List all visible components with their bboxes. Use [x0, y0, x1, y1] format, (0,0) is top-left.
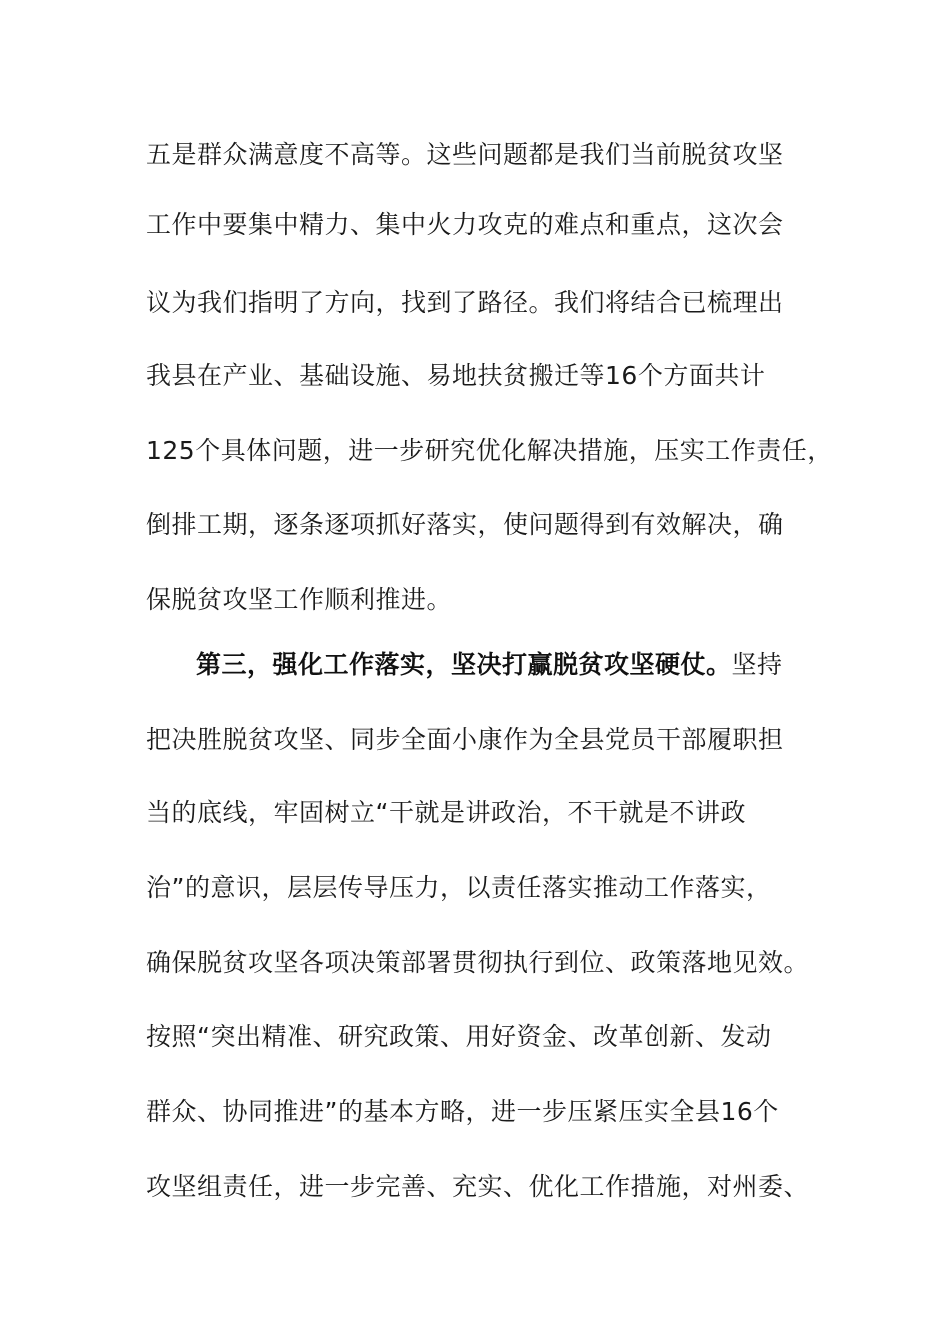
text-line-6: 倒排工期，逐条逐项抓好落实，使问题得到有效解决，确 [146, 510, 784, 539]
section-heading-tail: 坚持 [731, 650, 783, 679]
text-line-2: 工作中要集中精力、集中火力攻克的难点和重点，这次会 [146, 210, 784, 239]
text-line-14: 群众、协同推进”的基本方略，进一步压紧压实全县16个 [146, 1097, 779, 1126]
text-line-15: 攻坚组责任，进一步完善、充实、优化工作措施，对州委、 [146, 1172, 810, 1201]
text-line-7: 保脱贫攻坚工作顺利推进。 [146, 585, 453, 614]
text-line-9: 把决胜脱贫攻坚、同步全面小康作为全县党员干部履职担 [146, 725, 784, 754]
text-line-13: 按照“突出精准、研究政策、用好资金、改革创新、发动 [146, 1022, 772, 1051]
text-line-4: 我县在产业、基础设施、易地扶贫搬迁等16个方面共计 [146, 361, 766, 390]
text-line-11: 治”的意识，层层传导压力，以责任落实推动工作落实， [146, 873, 772, 902]
text-line-1: 五是群众满意度不高等。这些问题都是我们当前脱贫攻坚 [146, 140, 784, 169]
section-heading: 第三，强化工作落实，坚决打赢脱贫攻坚硬仗。 [196, 650, 732, 679]
text-line-10: 当的底线，牢固树立“干就是讲政治，不干就是不讲政 [146, 798, 746, 827]
text-line-5: 125个具体问题，进一步研究优化解决措施，压实工作责任， [146, 436, 833, 465]
section-heading-line [196, 645, 896, 685]
text-line-3: 议为我们指明了方向，找到了路径。我们将结合已梳理出 [146, 288, 784, 317]
text-line-12: 确保脱贫攻坚各项决策部署贯彻执行到位、政策落地见效。 [146, 948, 810, 977]
